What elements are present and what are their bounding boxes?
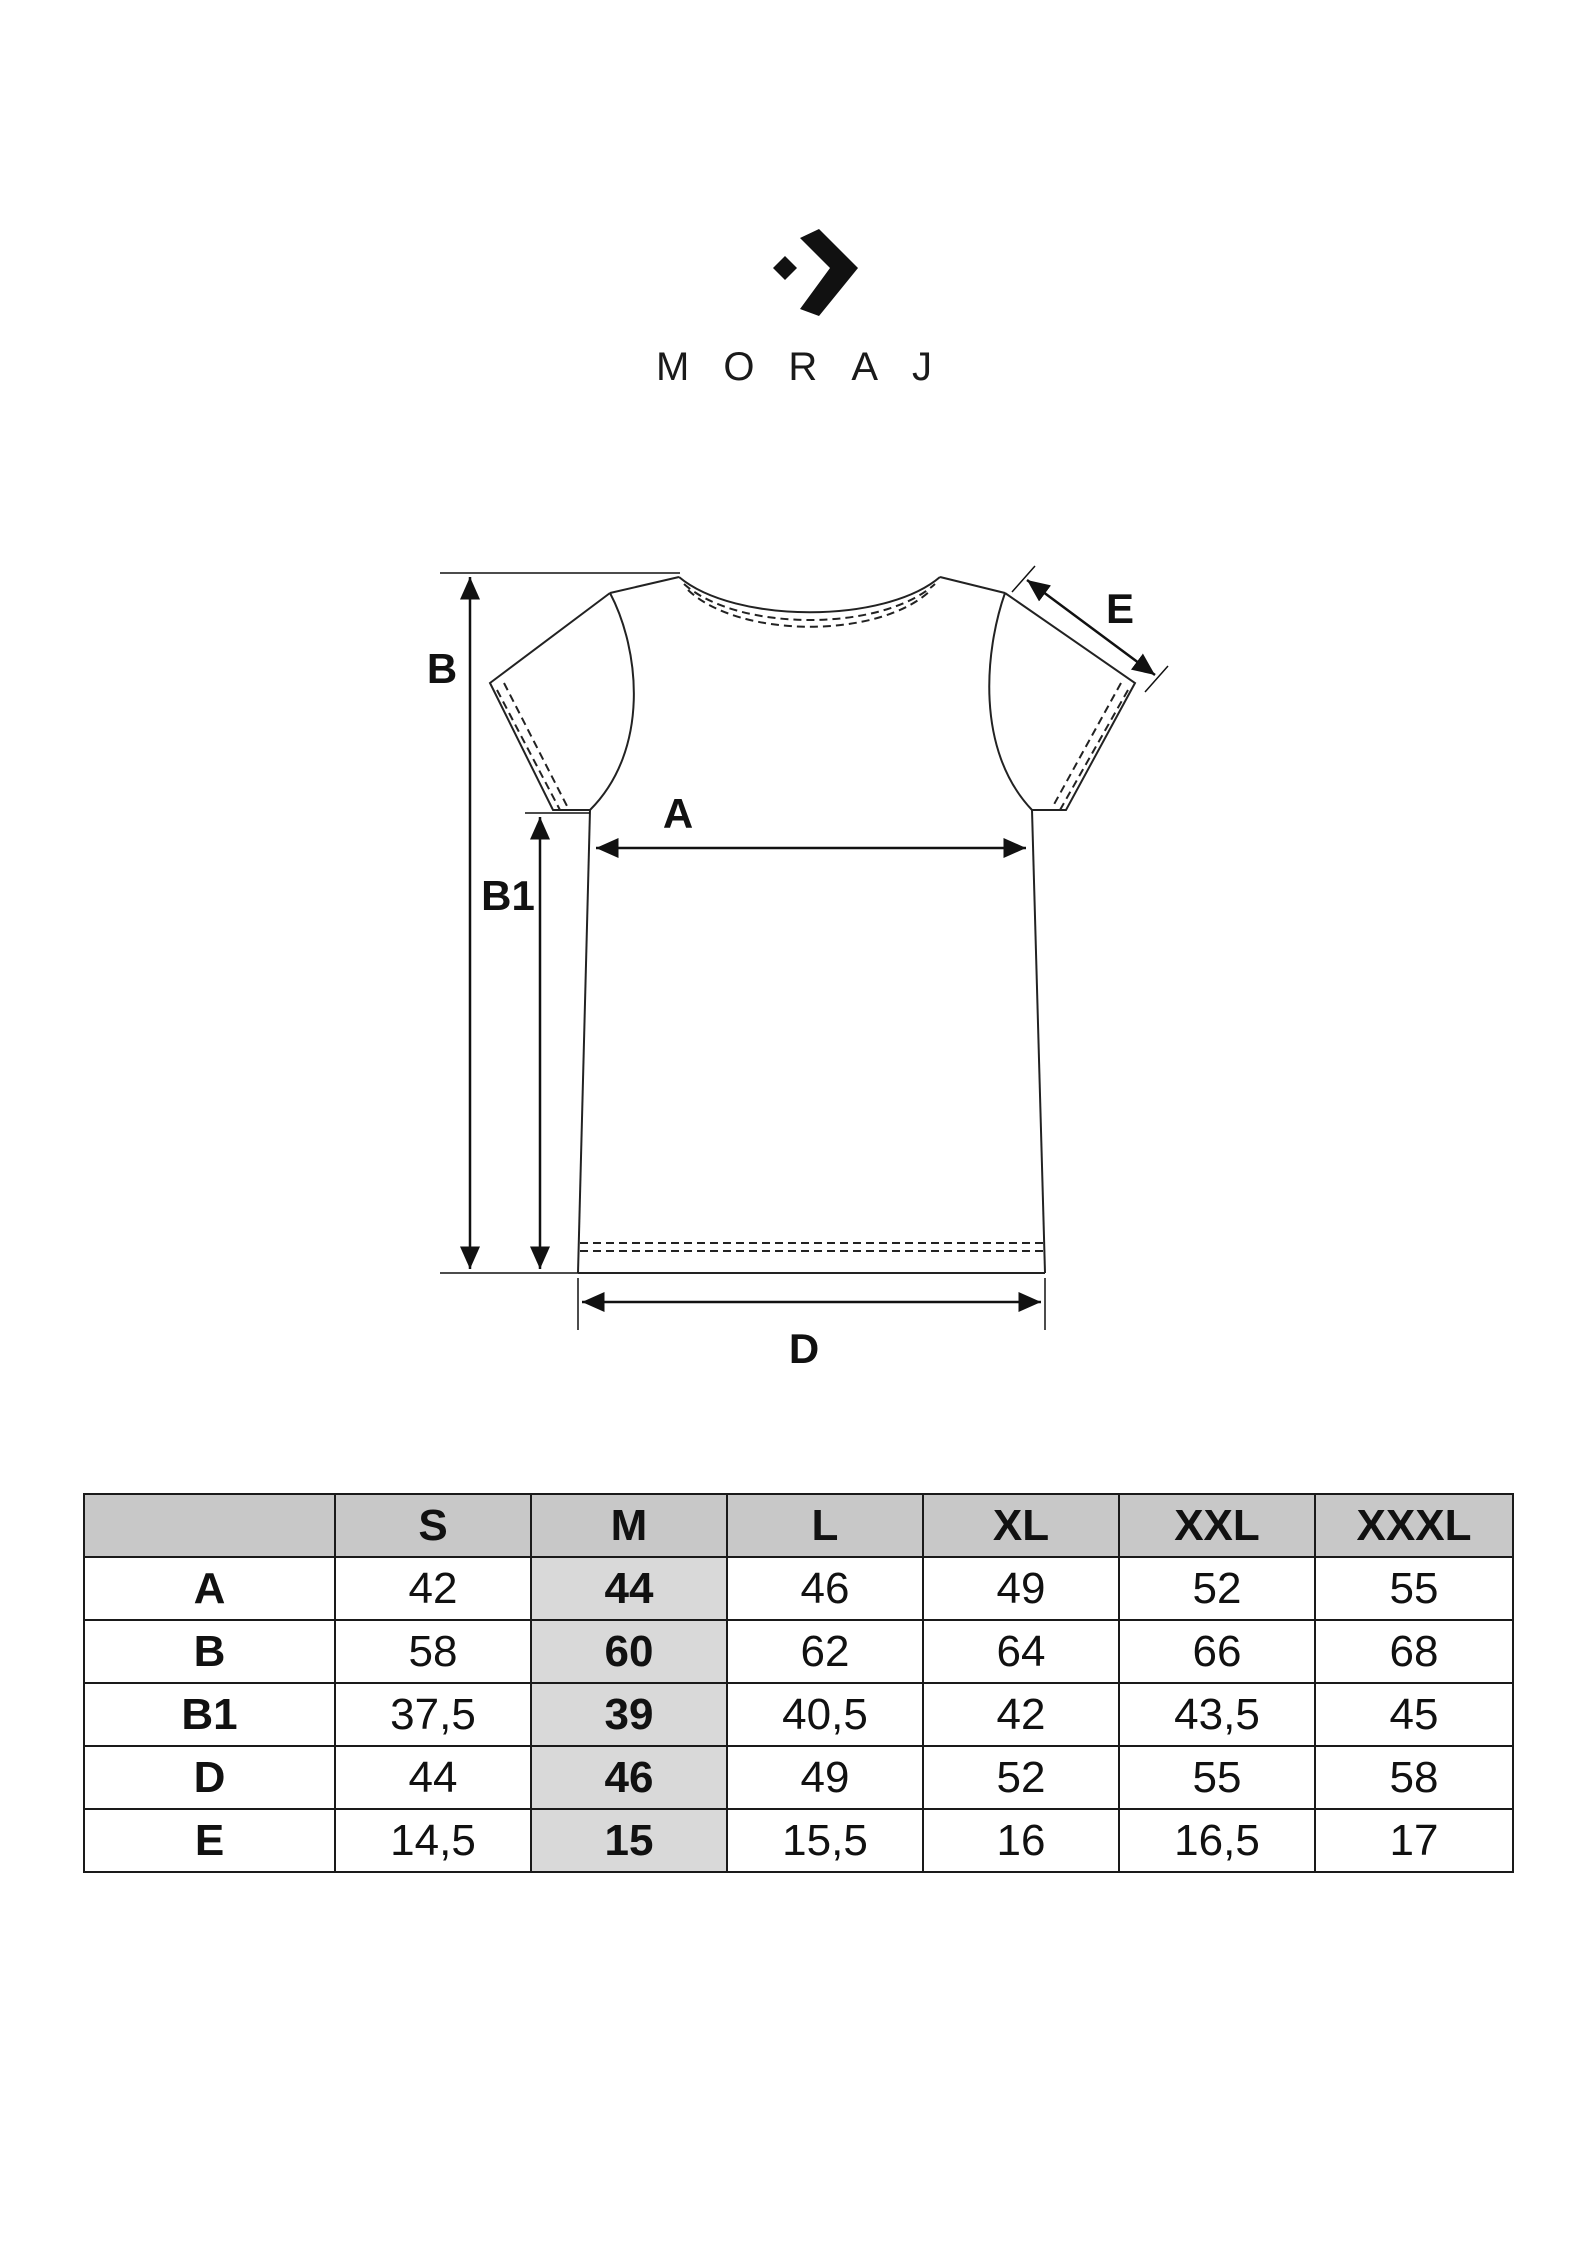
table-row [84,1557,1513,1620]
header-size-xxl: XXL [1119,1494,1315,1557]
table-cell: 66 [1119,1620,1315,1683]
table-cell: 58 [335,1620,531,1683]
row-label-e: E [84,1809,335,1872]
table-cell: 58 [1315,1746,1513,1809]
table-cell-highlight: 44 [531,1557,727,1620]
label-d: D [788,1325,820,1372]
table-cell: 17 [1315,1809,1513,1872]
label-b1: B1 [481,872,535,919]
table-cell: 62 [727,1620,923,1683]
table-cell: 43,5 [1119,1683,1315,1746]
table-cell: 15,5 [727,1809,923,1872]
table-cell: 55 [1119,1746,1315,1809]
table-cell: 64 [923,1620,1119,1683]
label-b: B [426,645,458,692]
table-cell-highlight: 46 [531,1746,727,1809]
tshirt-outline [490,540,1135,1322]
table-cell-highlight: 15 [531,1809,727,1872]
row-label-b1: B1 [84,1683,335,1746]
header-size-l: L [727,1494,923,1557]
table-cell: 42 [335,1557,531,1620]
table-cell: 45 [1315,1683,1513,1746]
label-a: A [662,790,694,837]
table-cell: 55 [1315,1557,1513,1620]
table-cell: 40,5 [727,1683,923,1746]
table-row [84,1746,1513,1809]
table-row [84,1683,1513,1746]
header-size-s: S [335,1494,531,1557]
table-cell: 44 [335,1746,531,1809]
header-size-xxxl: XXXL [1315,1494,1513,1557]
header-size-xl: XL [923,1494,1119,1557]
table-cell: 49 [727,1746,923,1809]
header-corner [84,1494,335,1557]
table-cell: 42 [923,1683,1119,1746]
table-cell: 46 [727,1557,923,1620]
brand-name: MORAJ [656,345,966,389]
row-label-b: B [84,1620,335,1683]
table-cell: 16,5 [1119,1809,1315,1872]
table-cell: 14,5 [335,1809,531,1872]
logo-diamond-icon [773,256,797,280]
tshirt-measurement-diagram [0,540,1588,1400]
table-row [84,1809,1513,1872]
table-cell: 68 [1315,1620,1513,1683]
table-cell: 37,5 [335,1683,531,1746]
header-size-m: M [531,1494,727,1557]
table-cell: 52 [923,1746,1119,1809]
dimension-e-line [1027,580,1155,675]
label-e: E [1105,585,1135,632]
logo-chevron-icon [800,229,858,316]
table-cell: 16 [923,1809,1119,1872]
row-label-a: A [84,1557,335,1620]
table-cell-highlight: 60 [531,1620,727,1683]
table-cell-highlight: 39 [531,1683,727,1746]
size-header-row [84,1494,1513,1557]
row-label-d: D [84,1746,335,1809]
table-row [84,1620,1513,1683]
table-cell: 52 [1119,1557,1315,1620]
table-cell: 49 [923,1557,1119,1620]
size-table [83,1493,1514,1873]
